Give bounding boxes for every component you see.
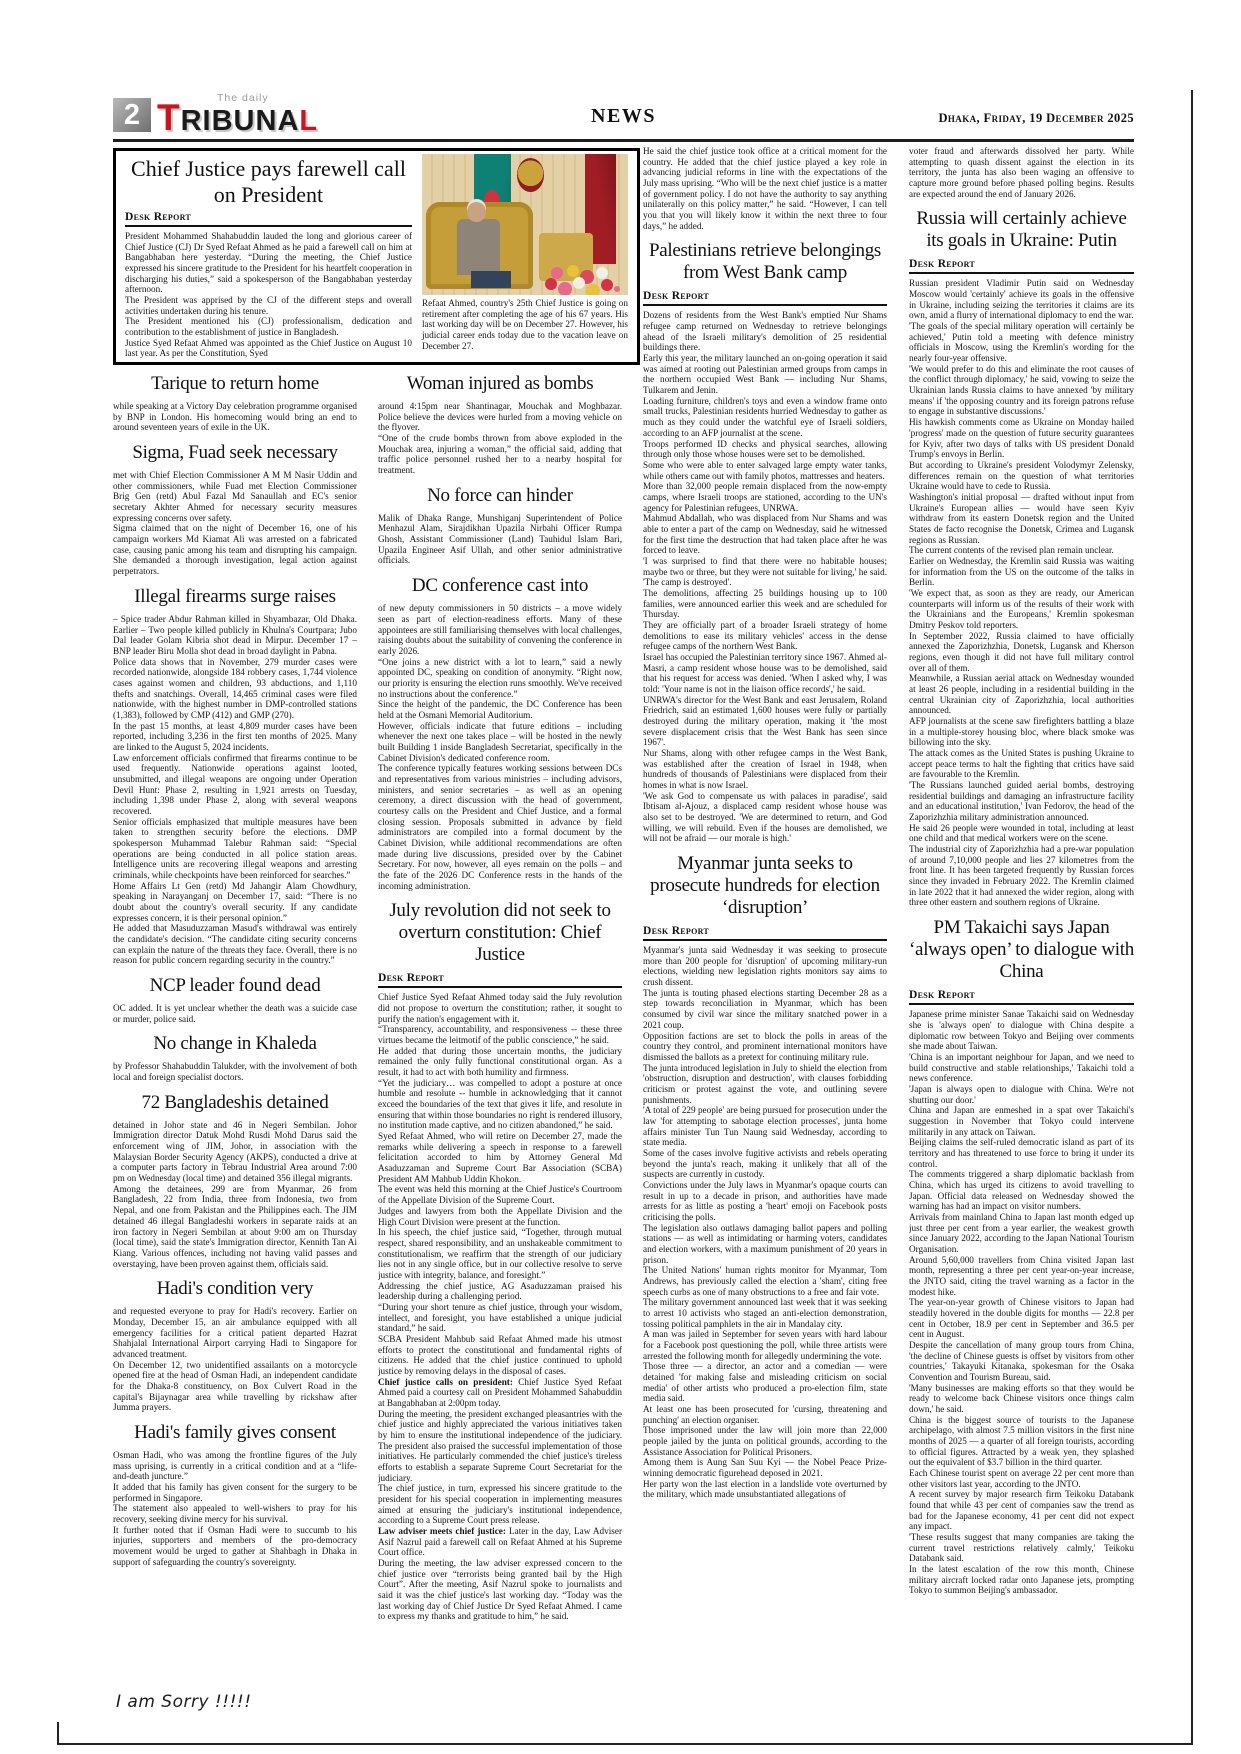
article	[643, 146, 887, 231]
article-paragraph: The current contents of the revised plan remain unclear.	[909, 545, 1114, 556]
article-paragraph: Washington's initial proposal — drafted without input from Ukraine's European allies — would have seen Kyiv withdraw from its eastern Donetsk region and the United States de facto recognise the Donetsk, Crimea and Lugansk regions as Russian.	[909, 491, 1134, 545]
article-paragraph: Police data shows that in November, 279 murder cases were recorded nationwide, alongside 184 robbery cases, 1,744 violence cases against women and children, 93 abductions, and 1,110 thefts and snatchings. Overall, 14,465 criminal cases were filed nationwide, with the highest number in DMP-controlled stations (1,383), followed by CMP (412) and GMP (270).	[113, 656, 357, 720]
article-headline: Sigma, Fuad seek necessary	[132, 442, 338, 464]
article-paragraph: by Professor Shahabuddin Talukder, with the involvement of both local and foreign specialist doctors.	[113, 1061, 357, 1083]
article-paragraph: On December 12, two unidentified assailants on a motorcycle opened fire at the head of Osman Hadi, an independent candidate for the Dhaka-8 constituency, on Box Culvert Road in the capital's Bijaynagar area while travelling by rickshaw after Jumma prayers.	[113, 1359, 357, 1413]
page-edge-right	[1191, 90, 1193, 1743]
article-paragraph: In his speech, the chief justice said, “Together, through mutual respect, shared responsibility, and an unshakeable commitment to constitutionalism, we reaffirm that the strength of our judiciary lies not in any single office, but in our collective resolve to serve justice with integrity, balance, and foresight.”	[378, 1227, 622, 1280]
article-paragraph: Among them is Aung San Suu Kyi — the Nobel Peace Prize-winning democratic figurehead deposed in 2021.	[643, 1457, 887, 1479]
article-paragraph: Her party won the last election in a landslide vote overturned by the military, which made unsubstantiated allegations of	[643, 1478, 887, 1500]
article-paragraph: voter fraud and afterwards dissolved her party. While attempting to quash dissent against the election in its territory, the junta has also been waging an offensive to capture more ground before phased polling begins. Results are expected around the end of January 2026.	[909, 146, 1134, 199]
article-paragraph: 'A total of 229 people' are being pursued for prosecution under the law 'for attempting to sabotage election processes', junta home affairs minister Tun Tun Naung said Wednesday, according to state media.	[643, 1105, 887, 1148]
article-paragraph: During the meeting, the law adviser expressed concern to the chief justice over “terrorists being granted bail by the High Court”. After the meeting, Asif Nazrul spoke to journalists and said it was the chief justice's last working day. “Today was the last working day of Chief Justice Dr Syed Refaat Ahmed. I came to express my thanks and gratitude to him,” he said.	[378, 1558, 622, 1622]
article-paragraph: It added that his family has given consent for the surgery to be performed in Singapore.	[113, 1481, 357, 1503]
article-paragraph: Each Chinese tourist spent on average 22 per cent more than other visitors last year, according to the JNTO.	[909, 1468, 1134, 1489]
article-paragraph: detained in Johor state and 46 in Negeri Sembilan. Johor Immigration director Datuk Mohd Rusdi Mohd Darus said the enforcement wing of JIM, Johor, in association with the Malaysian Border Security Agency (AKPS), conducted a drive at a computer parts factory in Tebrau Industrial Area around 7:00 pm on Wednesday (local time) and detained 356 illegal migrants.	[113, 1119, 357, 1184]
article	[378, 575, 622, 891]
article-paragraph: He added that Masuduzzaman Masud's withdrawal was entirely the candidate's decision. “The candidate citing security concerns can explain the nature of the threats they face. Overall, there is no reason for public concern regarding security in the country.”	[113, 923, 357, 966]
article-paragraph: 'The Russians launched guided aerial bombs, destroying residential buildings and damaging an infrastructure facility and an educational institution,' Ivan Fedorov, the head of the Zaporizhzhia military administration announced.	[909, 780, 1134, 823]
article-headline: Woman injured as bombs	[406, 373, 594, 394]
article	[113, 373, 357, 433]
article-paragraph: China is the biggest source of tourists to the Japanese archipelago, with almost 7.5 million visitors in the first nine months of 2025 — a quarter of all foreign tourists, according to official figures. Attracted by a weak yen, they splashed out the equivalent of $3.7 billion in the third quarter.	[909, 1414, 1134, 1468]
article-headline: Hadi's family gives consent	[134, 1421, 336, 1443]
article	[909, 917, 1134, 1596]
column-3	[643, 146, 887, 1643]
article-paragraph: Home Affairs Lt Gen (retd) Md Jahangir Alam Chowdhury, speaking in Narayanganj on December 17, said: “There is no doubt about the country's overall security. If any candidate expresses concern, it is their personal opinion.”	[113, 880, 357, 923]
article-paragraph: Judges and lawyers from both the Appellate Division and the High Court Division were present at the function.	[378, 1205, 622, 1227]
article	[643, 240, 887, 844]
article-paragraph: Russian president Vladimir Putin said on Wednesday Moscow would 'certainly' achieve its goals in the offensive in Ukraine, including seizing the territories it claims are its own, amid a flurry of international diplomacy to end the war.	[909, 278, 1134, 321]
article-paragraph: The President was apprised by the CJ of the different steps and overall activities undertaken during his tenure.	[125, 294, 412, 316]
article-paragraph: The junta is touting phased elections starting December 28 as a step towards reconciliation in Myanmar, which has been consumed by civil war since the military snatched power in a 2021 coup.	[643, 987, 887, 1030]
article-paragraph: He added that during those uncertain months, the judiciary remained the only fully functional constitutional organ. As a result, it had to act with both humility and firmness.	[378, 1045, 622, 1078]
article-headline: 72 Bangladeshis detained	[141, 1091, 329, 1113]
article-headline: NCP leader found dead	[149, 975, 321, 996]
article	[378, 485, 622, 566]
article-headline: Myanmar junta seeks to prosecute hundreds for election ‘disruption’	[650, 853, 880, 919]
article-byline: Desk Report	[909, 258, 1134, 274]
article-paragraph: Arrivals from mainland China to Japan last month edged up just three per cent from a year earlier, the weakest growth since January 2022, according to the Japan National Tourism Organisation.	[909, 1211, 1134, 1254]
article-paragraph: Meanwhile, a Russian aerial attack on Wednesday wounded at least 26 people, including in a residential building in the central Ukrainian city of Zaporizhzhia, local authorities announced.	[909, 673, 1134, 716]
article-paragraph: Some of the cases involve fugitive activists and rebels operating beyond the junta's reach, making it unlikely that all of the suspects are currently in custody.	[643, 1147, 887, 1180]
article-paragraph: The comments triggered a sharp diplomatic backlash from China, which has urged its citizens to avoid travelling to Japan. Official data released on Wednesday showed the warning has had an impact on visitor numbers.	[909, 1169, 1134, 1212]
column-1	[113, 371, 357, 1629]
article-paragraph: and requested everyone to pray for Hadi's recovery. Earlier on Monday, December 15, an air ambulance equipped with all emergency facilities for a critical patient departed Hazrat Shahjalal International Airport carrying Hadi to Singapore for advanced treatment.	[113, 1306, 357, 1359]
article-paragraph: “Yet the judiciary… was compelled to adopt a posture at once humble and resolute -- humble in acknowledging that it cannot exceed the boundaries of the text that gives it life, and resolute in ensuring that within those boundaries no right is rendered illusory, no institution made captive, and no citizen abandoned,” he said.	[378, 1077, 622, 1131]
column-2	[378, 371, 622, 1625]
article-paragraph: A recent survey by major research firm Teikoku Databank found that while 43 per cent of companies saw the trend as bad for the Japanese economy, 41 per cent did not expect any impact.	[909, 1489, 1134, 1532]
photo-person-legs	[471, 271, 510, 288]
article-paragraph: In the past 15 months, at least 4,809 murder cases have been reported, including 3,236 in the first ten months of 2025. Many are linked to the August 5, 2024 incidents.	[113, 720, 357, 752]
article-paragraph: SCBA President Mahbub said Refaat Ahmed made his utmost efforts to protect the constitutional and fundamental rights of citizens. He added that the chief justice continued to uphold justice by removing delays in the disposal of cases.	[378, 1333, 622, 1376]
article-headline: Palestinians retrieve belongings from West Bank camp	[648, 240, 882, 284]
article-byline: Desk Report	[643, 290, 887, 306]
article	[113, 1033, 357, 1082]
article-paragraph: Osman Hadi, who was among the frontline figures of the July mass uprising, is currently in a critical condition and at a “life-and-death juncture.”	[113, 1449, 357, 1482]
article-paragraph: He said the chief justice took office at a critical moment for the country. He added that the chief justice played a key role in advancing judicial reforms in line with the expectations of the July mass uprising. “Who will be the next chief justice is a matter of government policy. I do not have the authority to say anything unilaterally on this policy matter,” he said. “However, I can tell you that you will likely know it within the next three to four days,” he added.	[643, 146, 887, 231]
article-paragraph: 'We ask God to compensate us with palaces in paradise', said Ibtisam al-Ajouz, a displaced camp resident whose house was also set to be destroyed. 'We are determined to return, and God willing, we will rebuild. Even if the houses are demolished, we will not be afraid — our morale is high.'	[643, 790, 887, 844]
article-paragraph: The year-on-year growth of Chinese visitors to Japan had steadily hovered in the double digits for months — 22.8 per cent in October, 18.9 per cent in September and 36.5 per cent in August.	[909, 1297, 1134, 1340]
article-paragraph: But according to Ukraine's president Volodymyr Zelensky, differences remain on the question of what territories Ukraine would have to cede to Russia.	[909, 459, 1134, 492]
photo-chief-justice	[457, 219, 500, 275]
article-paragraph: The President mentioned his (CJ) professionalism, dedication and contribution to the establishment of justice in Bangladesh.	[125, 316, 412, 337]
article-paragraph: 'Many businesses are making efforts so that they would be ready to welcome back Chinese visitors once things calm down,' he said.	[909, 1382, 1134, 1415]
article-paragraph: More than 32,000 people remain displaced from the now-empty camps, where Israeli troops are stationed, according to the UN's agency for Palestinian refugees, UNRWA.	[643, 481, 887, 513]
article-paragraph: A man was jailed in September for seven years with hard labour for a Facebook post questioning the poll, while three artists were arrested the following month for allegedly undermining the vote.	[643, 1329, 887, 1361]
article-paragraph: Law adviser meets chief justice: Later in the day, Law Adviser Asif Nazrul paid a farewell call on Refaat Ahmed at his Supreme Court office.	[378, 1525, 622, 1558]
article-paragraph: Japanese prime minister Sanae Takaichi said on Wednesday she is 'always open' to dialogue with China despite a diplomatic row between Tokyo and Beijing over comments she made about Taiwan.	[909, 1009, 1134, 1052]
lead-story-text	[125, 154, 412, 357]
article-paragraph: Mahmud Abdallah, who was displaced from Nur Shams and was able to enter a part of the camp on Wednesday, said he witnessed for the first time the destruction that had taken place after he was forced to leave.	[643, 513, 887, 556]
article-paragraph: “Transparency, accountability, and responsiveness -- these three virtues became the leitmotif of the public conscience,” he said.	[378, 1024, 622, 1046]
article-byline: Desk Report	[909, 989, 1134, 1005]
article-headline: No change in Khaleda	[153, 1033, 317, 1055]
article-paragraph: Early this year, the military launched an on-going operation it said was aimed at rooting out Palestinian armed groups from camps in the northern occupied West Bank — including Nur Shams, Tulkarem and Jenin.	[643, 353, 887, 396]
article-paragraph: met with Chief Election Commissioner A M M Nasir Uddin and other commissioners, while Fuad met Election Commissioner Brig Gen (retd) Abul Fazal Md Sanaullah and EC's senior secretary Akhter Ahmed for necessary security measures expressing concerns over safety.	[113, 470, 357, 523]
article-paragraph: Loading furniture, children's toys and even a window frame onto small trucks, Palestinian residents hurried Wednesday to gather as much as they could under the watchful eye of Israeli soldiers, according to an AFP journalist at the scene.	[643, 395, 887, 438]
header-rule	[113, 139, 1134, 142]
article-paragraph: while speaking at a Victory Day celebration programme organised by BNP in London. His homecoming would bring an end to around seventeen years of exile in the UK.	[113, 401, 357, 433]
lead-byline: Desk Report	[125, 211, 412, 227]
article-paragraph: Those imprisoned under the law will join more than 22,000 people jailed by the junta on political grounds, according to the Assistance Association for Political Prisoners.	[643, 1425, 887, 1457]
article-paragraph: The United Nations' human rights monitor for Myanmar, Tom Andrews, has previously called the election a 'sham', citing free speech curbs as one of many obstructions to a free and fair vote.	[643, 1265, 887, 1297]
article-paragraph: The demolitions, affecting 25 buildings housing up to 100 families, were announced earlier this week and are scheduled for Thursday.	[643, 587, 887, 620]
article	[909, 208, 1134, 908]
article	[113, 586, 357, 966]
logo-title: TRIBUNAL	[157, 97, 319, 138]
lead-photo	[422, 154, 628, 295]
article-paragraph: Nur Shams, along with other refugee camps in the West Bank, was established after the creation of Israel in 1948, when hundreds of thousands of Palestinians were displaced from their homes in what is now Israel.	[643, 747, 887, 790]
article-byline: Desk Report	[643, 925, 887, 941]
article-paragraph: 'The goals of the special military operation will certainly be achieved,' Putin told a meeting with defence ministry officials in Moscow, using the Kremlin's wording for the nearly four-year offensive.	[909, 321, 1134, 364]
lead-story-box	[113, 148, 640, 365]
article-paragraph: Law enforcement officials confirmed that firearms continue to be used frequently. Nationwide operations against looted, unsubmitted, and illegal weapons are ongoing under Operation Devil Hunt: Phase 2, resulting in 1,921 arrests on Tuesday, including 1,398 under Phase 2, along with several weapons recovered.	[113, 752, 357, 816]
lead-body	[125, 231, 412, 359]
article-paragraph: 'I was surprised to find that there were no habitable houses; maybe two or three, but they were not suitable for living,' he said. 'The camp is destroyed'.	[643, 555, 887, 588]
article	[113, 975, 357, 1024]
article-paragraph: It further noted that if Osman Hadi were to succumb to his injuries, supporters and members of the pro-democracy movement would be urged to gather at Shahbagh in Dhaka in support of safeguarding the country's sovereignty.	[113, 1524, 357, 1567]
paragraph-lead: Chief justice calls on president:	[378, 1376, 519, 1387]
article-paragraph: Convictions under the July laws in Myanmar's opaque courts can result in up to a decade in prison, and authorities have made arrests for as little as posting a 'heart' emoji on Facebook posts criticising the polls.	[643, 1179, 887, 1222]
article-paragraph: of new deputy commissioners in 50 districts – a move widely seen as part of election-readiness efforts. Many of these appointees are still familiarising themselves with local challenges, raising doubts about the suitability of convening the conference in early 2026.	[378, 603, 622, 656]
article-headline: Illegal firearms surge raises	[134, 585, 336, 607]
article-paragraph: Troops performed ID checks and physical searches, allowing through only those whose houses were set to be demolished.	[643, 438, 887, 460]
article-headline: Hadi's condition very	[156, 1278, 314, 1300]
article-paragraph: President Mohammed Shahabuddin lauded the long and glorious career of Chief Justice (CJ) Dr Syed Refaat Ahmed as he paid a farewell call on him at Bangabhaban here yesterday. “During the meeting, the Chief Justice expressed his sincere gratitude to the President for his heartfelt cooperation in discharging his duties,” said a spokesperson of the Bangabhaban yesterday afternoon.	[125, 230, 412, 295]
article-paragraph: OC added. It is yet unclear whether the death was a suicide case or murder, police said.	[113, 1003, 357, 1024]
article-paragraph: Dozens of residents from the West Bank's emptied Nur Shams refugee camp returned on Wednesday to retrieve belongings ahead of the Israeli military's demolition of 25 residential buildings there.	[643, 310, 887, 353]
article-paragraph: Since the height of the pandemic, the DC Conference has been held at the Osmani Memorial Auditorium.	[378, 699, 622, 720]
dateline: Dhaka, Friday, 19 December 2025	[938, 111, 1134, 125]
article	[113, 1422, 357, 1567]
article-headline: July revolution did not seek to overturn constitution: Chief Justice	[389, 900, 611, 966]
article-paragraph: During the meeting, the president exchanged pleasantries with the chief justice and highly appreciated the various initiatives taken by him to ensure the institutional independence of the judiciary. The president also praised the successful implementation of those initiatives. He particularly commended the chief justice's tireless efforts to establish a separate Supreme Court Secretariat for the judiciary.	[378, 1408, 622, 1483]
masthead	[113, 92, 1134, 138]
article-paragraph: “During your short tenure as chief justice, through your wisdom, intellect, and foresight, you have established a unique judicial standard,” he said.	[378, 1301, 622, 1334]
article-paragraph: “One joins a new district with a lot to learn,” said a newly appointed DC, speaking on condition of anonymity. “Right now, our priority is ensuring the election runs smoothly. We've received no instructions about the conference.”	[378, 656, 622, 699]
article-paragraph: The chief justice, in turn, expressed his sincere gratitude to the president for his special cooperation in implementing measures aimed at ensuring the judiciary's institutional independence, according to a Supreme Court press release.	[378, 1483, 622, 1526]
lead-photo-caption: Refaat Ahmed, country's 25th Chief Justice is going on retirement after completing the age of his 67 years. His last working day will be on December 27. However, his judicial career ends today due to the vacation leave on December 27.	[422, 298, 628, 351]
article-paragraph: The event was held this morning at the Chief Justice's Courtroom of the Appellate Division of the Supreme Court.	[378, 1184, 622, 1206]
article	[113, 442, 357, 577]
article-paragraph: The military government announced last week that it was seeking to arrest 10 activists who staged an anti-election demonstration, tossing political pamphlets in the air in Mandalay city.	[643, 1297, 887, 1329]
article-headline: DC conference cast into	[411, 575, 589, 597]
article-paragraph: 'We expect that, as soon as they are ready, our American counterparts will inform us of the results of their work with the Ukrainians and the Europeans,' Kremlin spokesman Dmitry Peskov told reporters.	[909, 587, 1134, 630]
article-headline: Tarique to return home	[151, 373, 319, 394]
article-paragraph: His hawkish comments come as Ukraine on Monday hailed 'progress' made on the question of future security guarantees for Kyiv, after two days of talks with US president Donald Trump's envoys in Berlin.	[909, 417, 1134, 460]
article	[113, 1278, 357, 1413]
lead-headline: Chief Justice pays farewell call on President	[131, 156, 406, 207]
article-paragraph: – Spice trader Abdur Rahman killed in Shyambazar, Old Dhaka. Earlier – Two people killed publicly in Khulna's Courtpara; Jubo Dal leader Golam Kibria shot dead in Mirpur. December 17 – BNP leader Biru Molla shot dead in broad daylight in Pabna.	[113, 613, 357, 656]
article-paragraph: Earlier on Wednesday, the Kremlin said Russia was waiting for information from the US on the outcome of the talks in Berlin.	[909, 555, 1134, 588]
photo-emblem	[517, 158, 544, 192]
article-paragraph: UNRWA's director for the West Bank and east Jerusalem, Roland Friedrich, said an estimated 1,600 houses were fully or partially destroyed during the military operation, making it 'the most severe displacement crisis that the West Bank has seen since 1967'.	[643, 694, 887, 748]
article-paragraph: He said 26 people were wounded in total, including at least one child and that medical workers were on the scene.	[909, 822, 1134, 844]
logo-tagline: The daily	[217, 92, 269, 104]
article-paragraph: Justice Syed Refaat Ahmed was appointed as the Chief Justice on August 10 last year. As per the Constitution, Syed	[125, 337, 412, 359]
article-paragraph: Sigma claimed that on the night of December 16, one of his campaign workers Md Kiamat Ali was arrested on a fabricated case, causing panic among his team and disrupting his campaign. She demanded a thorough investigation, legal action against perpetrators.	[113, 523, 357, 577]
article-paragraph: They are officially part of a broader Israeli strategy of home demolitions to ease its military vehicles' access in the dense refugee camps of the northern West Bank.	[643, 619, 887, 652]
article-paragraph: 'These results suggest that many companies are taking the current travel restrictions relatively calmly,' Teikoku Databank said.	[909, 1532, 1134, 1564]
photo-gilded-table	[539, 233, 593, 281]
article-headline: No force can hinder	[427, 484, 573, 506]
article-paragraph: The industrial city of Zaporizhzhia had a pre-war population of around 7,10,000 people and lies 27 kilometres from the front line. It has been targeted frequently by Russian forces since they invaded in February 2022. The Kremlin claimed in late 2022 that it had annexed the wider region, along with three other eastern and southern regions of Ukraine.	[909, 844, 1134, 908]
section-title: NEWS	[591, 105, 656, 127]
page-edge-tick	[57, 1722, 59, 1743]
article-paragraph: Chief justice calls on president: Chief Justice Syed Refaat Ahmed paid a courtesy call on President Mohammed Sahabuddin at Bangabhaban at 2:00pm today.	[378, 1376, 622, 1408]
article	[378, 373, 622, 476]
article-paragraph: The conference typically features working sessions between DCs and representatives from various ministries – including advisors, ministers, and senior secretaries – as well as an opening ceremony, a direct discussion with the head of government, courtesy calls on the President and Chief Justice, and a formal closing session. Proposals submitted in advance by field administrators are compiled into a formal document by the Cabinet Division, while additional recommendations are often made during live discussions, presided over by the Cabinet Secretary. For now, however, all eyes remain on the polls – and the fate of the 2026 DC Conference rests in the hands of the incoming administration.	[378, 763, 622, 891]
article-paragraph: Opposition factions are set to block the polls in areas of the country they control, and prominent international monitors have dismissed the ballots as a pretext for continuing military rule.	[643, 1030, 887, 1062]
handwritten-note: I am Sorry !!!!!	[116, 1692, 252, 1712]
article-paragraph: Chief Justice Syed Refaat Ahmed today said the July revolution did not propose to overturn the constitution; rather, it sought to purify the nation's engagement with it.	[378, 992, 622, 1024]
article-paragraph: “One of the crude bombs thrown from above exploded in the Mouchak area, injuring a woman,” the official said, adding that traffic police personnel rushed her to a nearby hospital for treatment.	[378, 433, 622, 476]
article-paragraph: Senior officials emphasized that multiple measures have been taken to strengthen security before the elections. DMP spokesperson Muhammad Talebur Rahman said: “Special operations are being conducted in all police station areas. Intelligence units are recovering illegal weapons and arresting criminals, while checkpoints have been reinforced for searches.”	[113, 816, 357, 880]
photo-flowers	[614, 286, 620, 292]
article-headline: Russia will certainly achieve its goals in Ukraine: Putin	[916, 208, 1127, 252]
article-paragraph: Israel has occupied the Palestinian territory since 1967. Ahmed al-Masri, a camp resident whose house was to be demolished, said that his request for access was denied. 'When I asked why, I was told: 'Your name is not in the liaison office records',' he said.	[643, 651, 887, 694]
article-paragraph: However, officials indicate that future editions – including whenever the next one takes place – will be hosted in the newly built Building 1 inside Bangladesh Secretariat, specifically in the Cabinet Division's dedicated conference room.	[378, 720, 622, 763]
article-paragraph: In September 2022, Russia claimed to have officially annexed the Zaporizhzhia, Donetsk, Lugansk and Kherson regions, even though it did not have full military control over all of them.	[909, 630, 1134, 673]
article-paragraph: Despite the cancellation of many group tours from China, 'the decline of Chinese guests is offset by visitors from other countries,' Takayuki Kitanaka, spokesman for the Osaka Convention and Tourism Bureau, said.	[909, 1339, 1134, 1382]
article-paragraph: 'Japan is always open to dialogue with China. We're not shutting our door.'	[909, 1083, 1134, 1105]
article-paragraph: Among the detainees, 299 are from Myanmar, 26 from Bangladesh, 22 from India, three from Indonesia, two from Nepal, and one from Pakistan and the Philippines each. The JIM detained 46 illegal Bangladeshi workers in separate raids at an iron factory in Negeri Sembilan at about 9:00 am on Thursday (local time), said the state's Immigration director, Kennith Tan Ai Kiang. Various offences, including not having valid passes and overstaying, have been proven against them, officials said.	[113, 1183, 357, 1269]
article-paragraph: Syed Refaat Ahmed, who will retire on December 27, made the remarks while delivering a speech in response to a farewell felicitation accorded to him by Attorney General Md Asaduzzaman and Supreme Court Bar Association (SCBA) President AM Mahbub Uddin Khokon.	[378, 1131, 622, 1184]
article-byline: Desk Report	[378, 972, 622, 988]
photo-person-head	[467, 202, 486, 222]
article-paragraph: In the latest escalation of the row this month, Chinese military aircraft locked radar onto Japanese jets, prompting Tokyo to summon Beijing's ambassador.	[909, 1564, 1134, 1596]
article-paragraph: around 4:15pm near Shantinagar, Mouchak and Moghbazar. Police believe the devices were hurled from a moving vehicle on the flyover.	[378, 401, 622, 433]
article-paragraph: Myanmar's junta said Wednesday it was seeking to prosecute more than 200 people for 'disruption' of upcoming military-run elections, wielding new legislation rights monitors say aims to crush dissent.	[643, 945, 887, 988]
page-edge-bottom	[57, 1743, 1193, 1745]
article-paragraph: China and Japan are enmeshed in a spat over Takaichi's suggestion in November that Tokyo could intervene militarily in any attack on Taiwan.	[909, 1105, 1134, 1137]
article-paragraph: The attack comes as the United States is pushing Ukraine to accept peace terms to halt the fighting that critics have said are favourable to the Kremlin.	[909, 747, 1134, 780]
paragraph-lead: Law adviser meets chief justice:	[378, 1525, 510, 1536]
article	[909, 146, 1134, 199]
article-paragraph: Malik of Dhaka Range, Munshiganj Superintendent of Police Menhazul Alam, Sirajdikhan Upazila Nirbahi Officer Rumpa Ghosh, Assistant Commissioner (Land) Tauhidul Islam Bari, Upazila Engineer Asif Ullah, and other senior administrative officials.	[378, 512, 622, 566]
article-headline: PM Takaichi says Japan ‘always open’ to dialogue with China	[909, 917, 1134, 983]
article-paragraph: Those three — a director, an actor and a comedian — were detained 'for making false and misleading criticism on social media' of other artists who produced a pro-election film, state media said.	[643, 1361, 887, 1404]
article-paragraph: Beijing claims the self-ruled democratic island as part of its territory and has threatened to use force to bring it under its control.	[909, 1137, 1134, 1169]
article-paragraph: The legislation also outlaws damaging ballot papers and polling stations — as well as intimidating or harming voters, candidates and election workers, with a maximum punishment of 20 years in prison.	[643, 1222, 887, 1265]
article-paragraph: Addressing the chief justice, AG Asaduzzaman praised his leadership during a challenging period.	[378, 1280, 622, 1302]
article-paragraph: 'China is an important neighbour for Japan, and we need to build constructive and stable relationships,' Takaichi told a news conference.	[909, 1051, 1134, 1084]
article	[643, 853, 887, 1500]
article-paragraph: Around 5,60,000 travellers from China visited Japan last month, representing a three per cent year-on-year increase, the JNTO said, citing the travel warning as a factor in the modest hike.	[909, 1254, 1134, 1297]
article-paragraph: Some who were able to enter salvaged large empty water tanks, while others came out with family photos, mattresses and heaters.	[643, 459, 887, 481]
article	[378, 900, 622, 1622]
article-paragraph: AFP journalists at the scene saw firefighters battling a blaze in a multiple-storey housing bloc, where black smoke was billowing into the sky.	[909, 715, 1134, 748]
article	[113, 1092, 357, 1269]
article-paragraph: The statement also appealed to well-wishers to pray for his recovery, seeking divine mercy for his survival.	[113, 1503, 357, 1524]
article-paragraph: The junta introduced legislation in July to shield the election from 'obstruction, disruption and destruction', with clauses forbidding criticism or protest against the vote, and outlining severe punishments.	[643, 1062, 887, 1105]
page-number: 2	[113, 98, 151, 132]
article-paragraph: 'We would prefer to do this and eliminate the root causes of the conflict through diplomacy,' he said, vowing to seize the Ukrainian lands Russia claims to have annexed 'by military means' if 'the opposing country and its foreign patrons refuse to engage in substantive discussions.'	[909, 363, 1134, 417]
article-paragraph: At least one has been prosecuted for 'cursing, threatening and punching' an election organiser.	[643, 1404, 887, 1425]
column-4	[909, 146, 1134, 1658]
lead-story-photo-column	[422, 154, 628, 357]
